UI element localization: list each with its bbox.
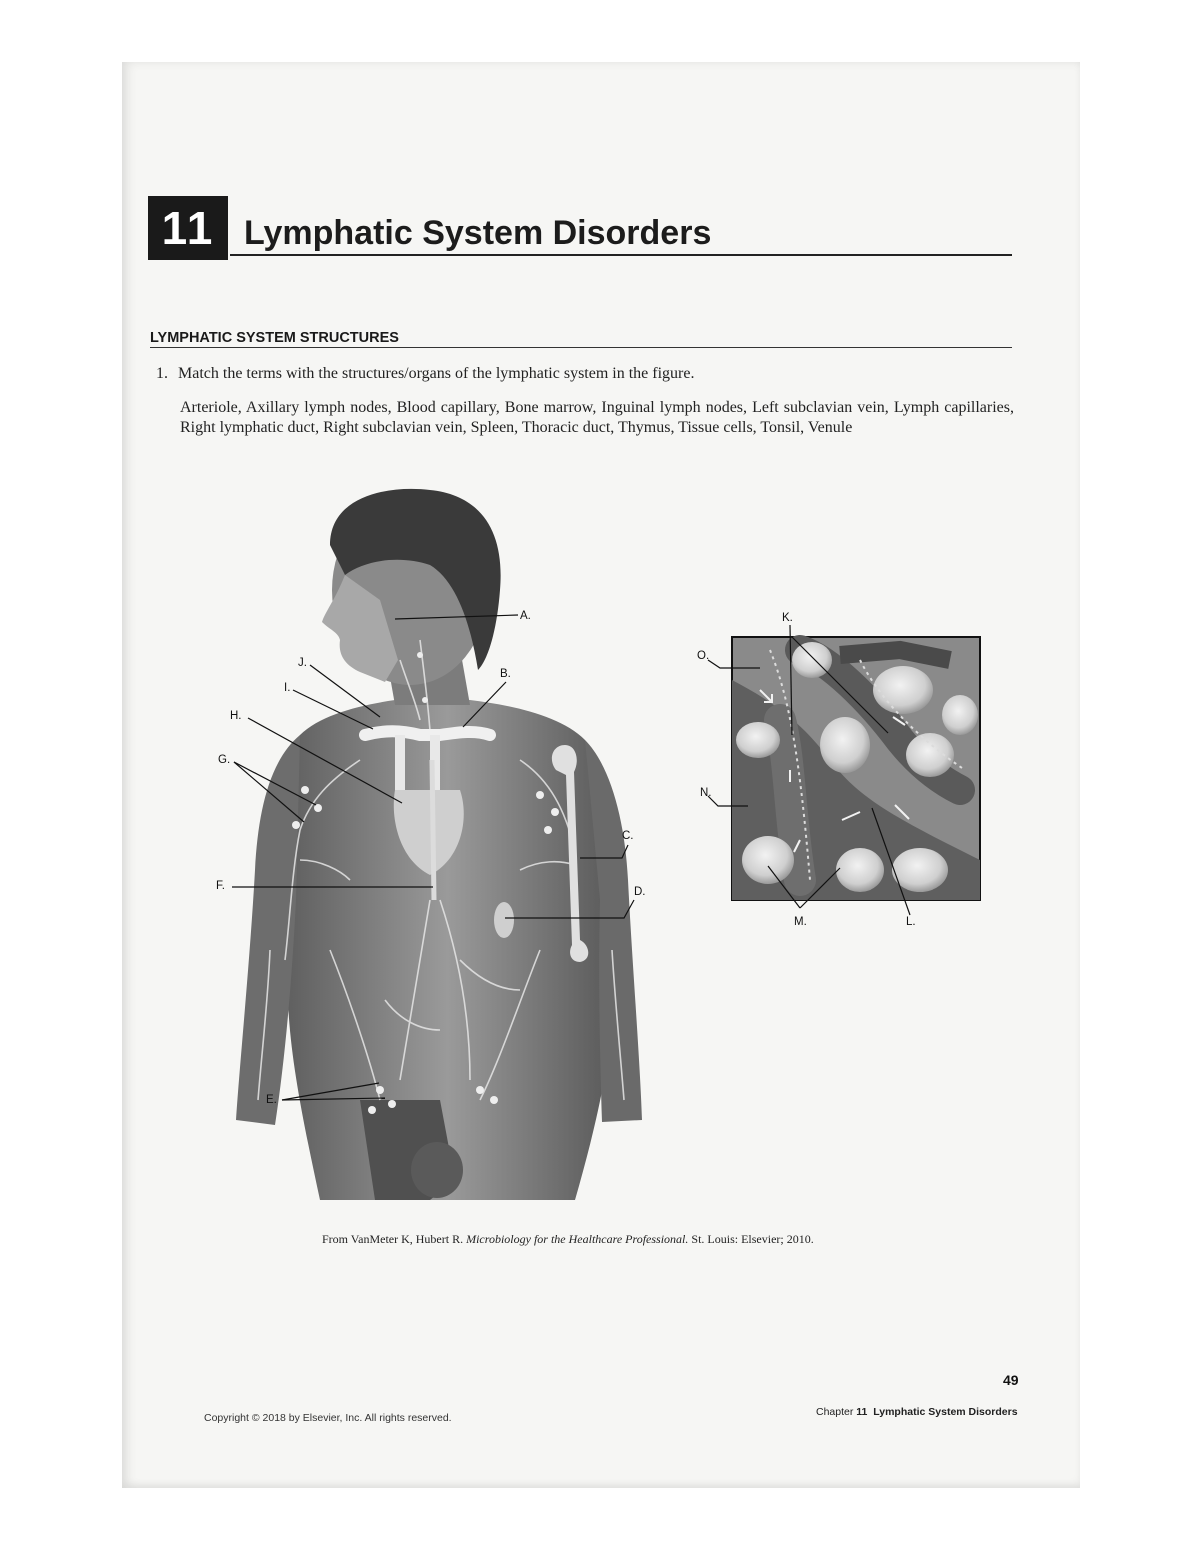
- label-i: I.: [284, 682, 291, 694]
- figure-caption: From VanMeter K, Hubert R. Microbiology for the Healthcare Professional. St. Louis: Elsevier; 2010.: [322, 1232, 814, 1246]
- copyright-notice: Copyright © 2018 by Elsevier, Inc. All rights reserved.: [204, 1412, 452, 1424]
- term-list: Arteriole, Axillary lymph nodes, Blood capillary, Bone marrow, Inguinal lymph nodes, Left subclavian vein, Lymph capillaries, Right lymphatic duct, Right subclavian vein, Spleen, Thoracic duct, Thymus, Tissue cells, Tonsil, Venule: [180, 399, 1014, 436]
- label-c: C.: [622, 830, 634, 842]
- label-m: M.: [794, 916, 807, 928]
- label-l: L.: [906, 916, 916, 928]
- chapter-number-box: 11: [148, 196, 228, 260]
- question-text: Match the terms with the structures/organs of the lymphatic system in the figure.: [178, 365, 695, 382]
- label-h: H.: [230, 710, 242, 722]
- page-number: 49: [1003, 1372, 1019, 1388]
- chapter-title: Lymphatic System Disorders: [244, 214, 712, 252]
- label-n: N.: [700, 787, 712, 799]
- label-j: J.: [298, 657, 307, 669]
- question-number: 1.: [156, 365, 168, 382]
- label-f: F.: [216, 880, 225, 892]
- human-torso-illustration: [236, 489, 642, 1200]
- label-d: D.: [634, 886, 646, 898]
- label-a: A.: [520, 610, 531, 622]
- label-k: K.: [782, 612, 793, 624]
- running-footer: Chapter 11 Lymphatic System Disorders: [816, 1406, 1018, 1418]
- label-e: E.: [266, 1094, 277, 1106]
- label-g: G.: [218, 754, 231, 766]
- label-o: O.: [697, 650, 710, 662]
- section-heading: LYMPHATIC SYSTEM STRUCTURES: [150, 330, 399, 346]
- capillary-bed-inset: [732, 637, 980, 900]
- label-b: B.: [500, 668, 511, 680]
